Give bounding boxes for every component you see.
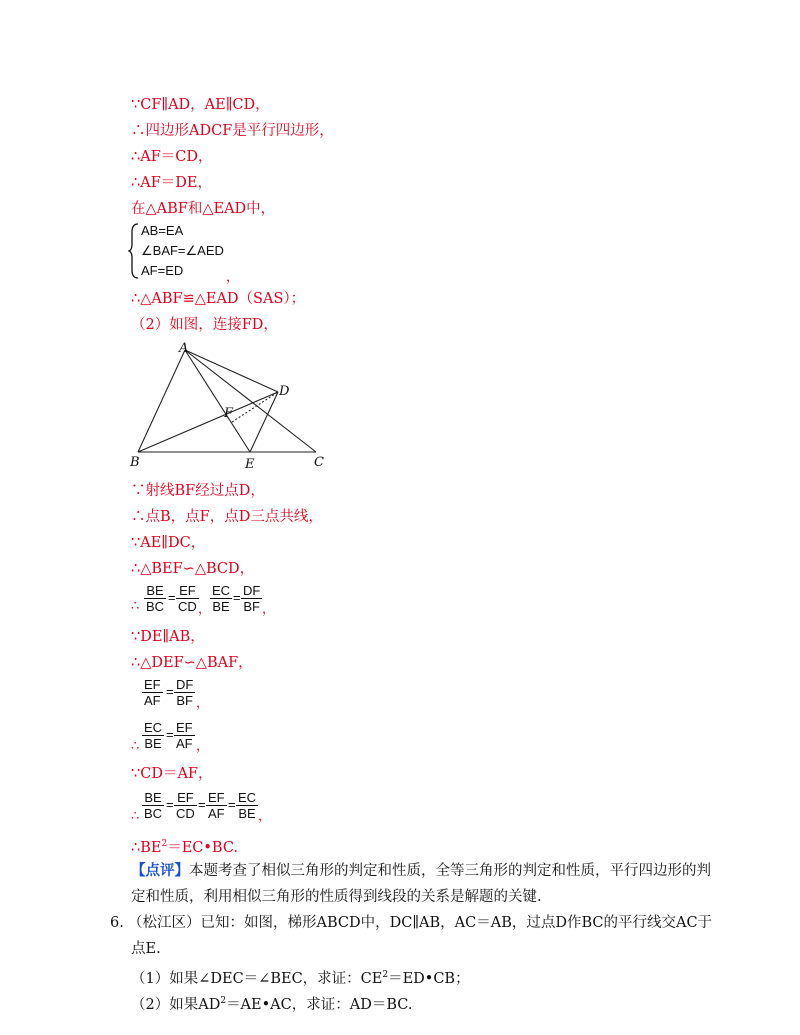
proof-line-13: ∴△DEF∽△BAF， — [131, 655, 253, 671]
left-brace — [128, 222, 142, 280]
comma: ， — [196, 738, 210, 753]
proof-line-5: 在△ABF和△EAD中， — [131, 201, 276, 217]
geometry-figure — [128, 340, 338, 472]
comma: ， — [258, 808, 272, 823]
system-trail: ， — [226, 269, 240, 284]
problem-6-part-2: （2）如果$AD^2=AE•AC$，求证：AD＝BC. — [131, 996, 413, 1013]
comma: ， — [262, 601, 276, 616]
system-row-3: AF=ED — [141, 263, 184, 278]
proof-line-14: ∵CD＝AF， — [131, 766, 213, 782]
fraction: $\frac{EF}{CD}$ — [178, 583, 197, 614]
fraction: $\frac{EC}{BE}$ — [238, 790, 257, 821]
segment-AB — [138, 350, 185, 452]
equals-sign: = — [166, 727, 174, 742]
fraction: $\frac{EF}{AF}$ — [208, 790, 225, 821]
equals-sign: = — [166, 684, 174, 699]
fraction: $\frac{EC}{BE}$ — [212, 583, 231, 614]
system-row-2: ∠BAF=∠AED — [141, 243, 224, 258]
problem-6-number: 6. — [110, 915, 124, 931]
proof-line-1: ∵CF∥AD，AE∥CD， — [131, 97, 270, 113]
comma: ， — [196, 695, 210, 710]
label-D: D — [279, 384, 290, 399]
therefore-symbol: ∴ — [131, 738, 140, 753]
equals-sign: = — [166, 797, 174, 812]
therefore-symbol: ∴ — [131, 598, 140, 613]
proof-line-2: ∴四边形ADCF是平行四边形， — [131, 123, 334, 139]
therefore-symbol: ∴ — [131, 808, 140, 823]
proof-conclusion: $\therefore BE^2=EC•BC$. — [131, 839, 239, 856]
equals-sign: = — [198, 797, 206, 812]
label-B: B — [130, 455, 140, 470]
label-E: E — [245, 457, 255, 472]
proof-line-11: ∴△BEF∽△BCD， — [131, 561, 255, 577]
segment-AC — [185, 350, 316, 452]
proof-line-8: ∵射线BF经过点D， — [131, 483, 265, 499]
problem-6-line-2: 点E. — [131, 941, 161, 957]
fraction: $\frac{BE}{BC}$ — [144, 790, 163, 821]
label-F: F — [224, 406, 234, 421]
fraction: $\frac{DF}{BF}$ — [176, 677, 194, 708]
equals-sign: = — [233, 590, 241, 605]
problem-6-part-1: （1）如果∠DEC＝∠BEC，求证：$CE^2=ED•CB$； — [131, 970, 470, 987]
equals-sign: = — [168, 590, 176, 605]
label-A: A — [179, 341, 189, 356]
system-row-1: AB=EA — [141, 223, 184, 238]
proof-line-9: ∴点B，点F，点D三点共线， — [131, 509, 323, 525]
fraction: $\frac{EC}{BE}$ — [144, 720, 163, 751]
label-C: C — [314, 455, 324, 470]
comma: ， — [198, 601, 212, 616]
comment-line-2: 定和性质，利用相似三角形的性质得到线段的关系是解题的关键. — [131, 889, 542, 905]
fraction: $\frac{DF}{BF}$ — [243, 583, 261, 614]
proof-line-3: ∴AF＝CD， — [131, 149, 213, 165]
segment-BD — [138, 392, 278, 452]
segment-AE — [185, 350, 250, 452]
proof-line-7: （2）如图，连接FD， — [131, 317, 278, 333]
fraction: $\frac{EF}{AF}$ — [176, 720, 193, 751]
proof-line-4: ∴AF＝DE， — [131, 175, 212, 191]
comment-tag: 【点评】 — [131, 862, 189, 879]
fraction: $\frac{BE}{BC}$ — [146, 583, 165, 614]
proof-line-10: ∵AE∥DC， — [131, 535, 206, 551]
comment-line-1: 【点评】本题考查了相似三角形的判定和性质，全等三角形的判定和性质，平行四边形的判 — [131, 862, 711, 879]
proof-line-12: ∵DE∥AB， — [131, 629, 205, 645]
equals-sign: = — [228, 797, 236, 812]
segment-DE — [250, 392, 278, 452]
proof-line-6: ∴△ABF≌△EAD（SAS）； — [131, 291, 306, 307]
fraction: $\frac{EF}{CD}$ — [176, 790, 195, 821]
problem-6-line-1: （松江区）已知：如图，梯形ABCD中，DC∥AB，AC＝AB，过点D作BC的平行线交AC于 — [128, 915, 713, 931]
fraction: $\frac{EF}{AF}$ — [144, 677, 161, 708]
